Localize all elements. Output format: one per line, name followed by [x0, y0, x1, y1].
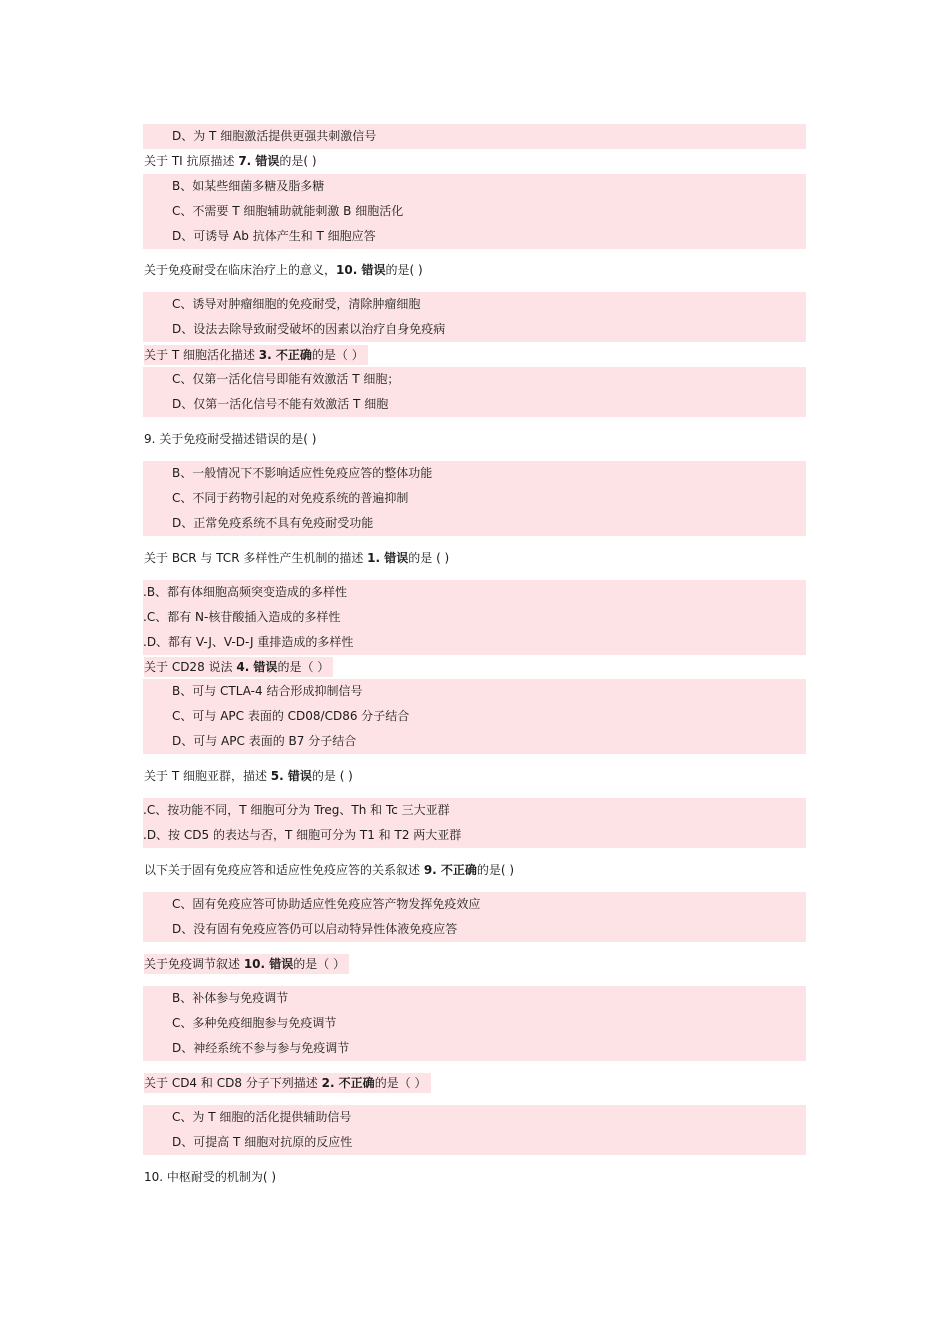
option-item: D、可与 APC 表面的 B7 分子结合	[172, 734, 357, 748]
options-block	[143, 798, 806, 848]
question-stem	[144, 860, 518, 880]
question-text: 关于免疫耐受在临床治疗上的意义，	[144, 263, 337, 277]
question-emphasis: 7. 错误	[238, 154, 280, 168]
option-item: D、正常免疫系统不具有免疫耐受功能	[172, 516, 374, 530]
question-text: 关于 T 细胞活化描述	[144, 348, 259, 362]
question-text: 以下关于固有免疫应答和适应性免疫应答的关系叙述	[144, 863, 424, 877]
option-item: D、仅第一活化信号不能有效激活 T 细胞	[172, 397, 389, 411]
question-emphasis: 4. 错误	[236, 660, 278, 674]
option-item: C、诱导对肿瘤细胞的免疫耐受，清除肿瘤细胞	[172, 297, 421, 311]
option-item: .C、都有 N-核苷酸插入造成的多样性	[143, 610, 341, 624]
question-stem	[144, 954, 349, 974]
options-block	[143, 461, 806, 536]
option-item: C、可与 APC 表面的 CD08/CD86 分子结合	[172, 709, 410, 723]
options-block	[143, 124, 806, 149]
question-stem	[144, 657, 333, 677]
question-text: 9. 关于免疫耐受描述错误的是( )	[144, 432, 317, 446]
question-emphasis: 3. 不正确	[258, 348, 312, 362]
option-item: .D、按 CD5 的表达与否，T 细胞可分为 T1 和 T2 两大亚群	[143, 828, 462, 842]
option-item: .C、按功能不同，T 细胞可分为 Treg、Th 和 Tc 三大亚群	[143, 803, 450, 817]
options-block	[143, 174, 806, 249]
question-emphasis: 9. 不正确	[423, 863, 477, 877]
option-item: C、不需要 T 细胞辅助就能刺激 B 细胞活化	[172, 204, 404, 218]
question-suffix: 的是( )	[279, 154, 317, 168]
option-item: .B、都有体细胞高频突变造成的多样性	[143, 585, 348, 599]
question-emphasis: 10. 错误	[243, 957, 294, 971]
question-suffix: 的是（ ）	[311, 348, 364, 362]
options-block	[143, 1105, 806, 1155]
question-stem	[144, 766, 357, 786]
option-item: C、仅第一活化信号即能有效激活 T 细胞；	[172, 372, 400, 386]
option-item: D、设法去除导致耐受破坏的因素以治疗自身免疫病	[172, 322, 446, 336]
question-suffix: 的是 ( )	[408, 551, 450, 565]
option-item: D、可诱导 Ab 抗体产生和 T 细胞应答	[172, 229, 376, 243]
options-block	[143, 367, 806, 417]
question-suffix: 的是( )	[476, 863, 515, 877]
options-block	[143, 986, 806, 1061]
option-item: C、固有免疫应答可协助适应性免疫应答产物发挥免疫效应	[172, 897, 481, 911]
question-emphasis: 10. 错误	[336, 263, 386, 277]
options-block	[143, 892, 806, 942]
question-stem	[144, 345, 368, 365]
option-item: D、没有固有免疫应答仍可以启动特异性体液免疫应答	[172, 922, 458, 936]
option-item: D、为 T 细胞激活提供更强共刺激信号	[172, 129, 377, 143]
question-stem	[144, 260, 427, 280]
question-suffix: 的是 ( )	[311, 769, 353, 783]
question-stem	[144, 429, 320, 449]
options-block	[143, 580, 806, 655]
question-text: 10. 中枢耐受的机制为( )	[144, 1170, 277, 1184]
question-suffix: 的是( )	[385, 263, 423, 277]
option-item: B、补体参与免疫调节	[172, 991, 289, 1005]
question-suffix: 的是（ ）	[277, 660, 330, 674]
option-item: D、可提高 T 细胞对抗原的反应性	[172, 1135, 353, 1149]
question-stem	[144, 548, 453, 568]
question-emphasis: 2. 不正确	[321, 1076, 375, 1090]
question-text: 关于 TI 抗原描述	[144, 154, 239, 168]
option-item: D、神经系统不参与参与免疫调节	[172, 1041, 350, 1055]
question-text: 关于 BCR 与 TCR 多样性产生机制的描述	[144, 551, 368, 565]
question-text: 关于 CD4 和 CD8 分子下列描述	[144, 1076, 322, 1090]
option-item: C、为 T 细胞的活化提供辅助信号	[172, 1110, 352, 1124]
question-text: 关于 T 细胞亚群，描述	[144, 769, 271, 783]
question-stem	[144, 151, 321, 171]
option-item: B、可与 CTLA-4 结合形成抑制信号	[172, 684, 363, 698]
question-suffix: 的是（ ）	[293, 957, 346, 971]
option-item: C、不同于药物引起的对免疫系统的普遍抑制	[172, 491, 409, 505]
option-item: B、一般情况下不影响适应性免疫应答的整体功能	[172, 466, 433, 480]
question-suffix: 的是（ ）	[374, 1076, 427, 1090]
question-emphasis: 1. 错误	[367, 551, 409, 565]
options-block	[143, 292, 806, 342]
options-block	[143, 679, 806, 754]
question-stem	[144, 1073, 431, 1093]
option-item: .D、都有 V-J、V-D-J 重排造成的多样性	[143, 635, 354, 649]
question-emphasis: 5. 错误	[270, 769, 312, 783]
option-item: C、多种免疫细胞参与免疫调节	[172, 1016, 337, 1030]
question-text: 关于 CD28 说法	[144, 660, 237, 674]
option-item: B、如某些细菌多糖及脂多糖	[172, 179, 325, 193]
question-stem	[144, 1167, 280, 1187]
question-text: 关于免疫调节叙述	[144, 957, 244, 971]
